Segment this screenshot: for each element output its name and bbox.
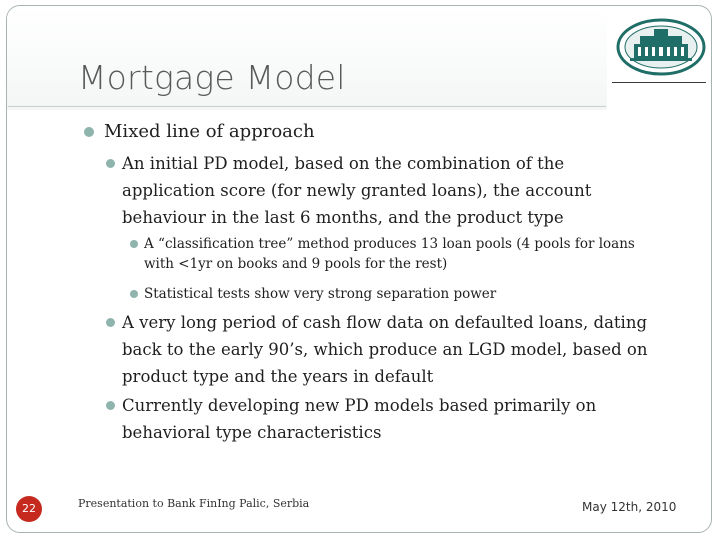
bullet-developing-pd: [122, 392, 662, 446]
footer-date: May 12th, 2010: [582, 500, 677, 514]
bullet-dot-icon: [84, 127, 94, 137]
bullet-text: A very long period of cash flow data on defaulted loans, dating back to the early 90’s, which produce an LGD model, based on product type and the years in default: [122, 313, 648, 386]
bullet-initial-pd: [122, 150, 662, 231]
bullet-dot-icon: [130, 240, 138, 248]
bullet-mixed-approach: [104, 120, 684, 144]
bullet-dot-icon: [106, 401, 115, 410]
bullet-statistical-tests: [144, 284, 664, 304]
bullet-dot-icon: [106, 318, 115, 327]
bullet-text: A “classification tree” method produces 13 loan pools (4 pools for loans with <1yr on books and 9 pools for the rest): [144, 236, 635, 272]
bullet-dot-icon: [106, 159, 115, 168]
bullet-text: Statistical tests show very strong separation power: [144, 286, 497, 302]
bullet-classification-tree: [144, 234, 664, 274]
bullet-text: Currently developing new PD models based primarily on behavioral type characteristics: [122, 396, 597, 442]
footer-presentation: Presentation to Bank FinIng Palic, Serbia: [78, 497, 310, 510]
bullet-cash-flow: [122, 309, 662, 390]
page-number-badge: 22: [16, 496, 42, 522]
bullet-dot-icon: [130, 290, 138, 298]
bullet-text: An initial PD model, based on the combination of the application score (for newly granted loans), the account behaviour in the last 6 months, and the product type: [122, 154, 592, 227]
slide-title: Mortgage Model: [78, 58, 346, 97]
bullet-text: Mixed line of approach: [104, 121, 315, 142]
